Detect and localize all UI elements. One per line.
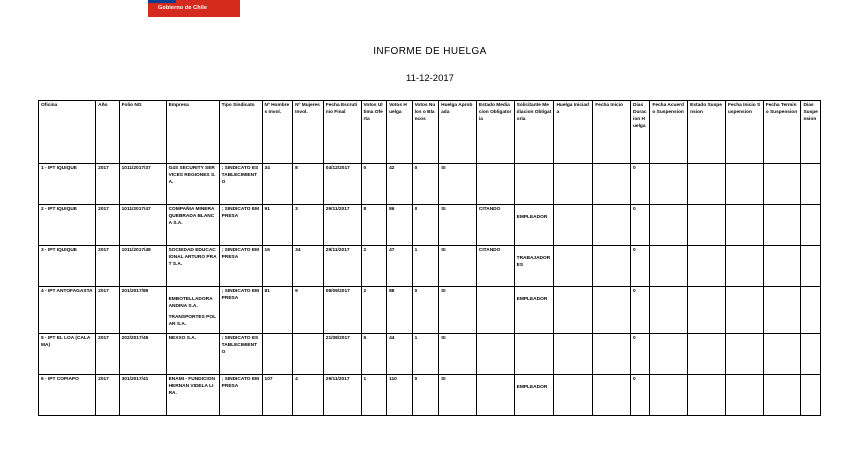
cell-fecha-acuerdo (650, 164, 688, 205)
cell-inicio-suspension (725, 375, 763, 416)
cell-folio: 1011/2017/37 (119, 164, 166, 205)
cell-hombres: 16 (262, 246, 293, 287)
cell-estado-mediacion (476, 334, 514, 375)
cell-huelga-iniciada (554, 375, 593, 416)
cell-votos-nulos: 0 (412, 164, 439, 205)
cell-fecha-escrutinio: 29/11/2017 (323, 246, 361, 287)
col-header-votos-huelga: Votos Huelga (387, 101, 413, 164)
col-header-huelga-iniciada: Huelga Iniciada (554, 101, 593, 164)
cell-solicitante (514, 246, 554, 287)
report-date: 11-12-2017 (406, 73, 454, 84)
cell-estado-suspension (688, 334, 726, 375)
cell-termino-suspension (763, 334, 801, 375)
cell-fecha-inicio (593, 164, 631, 205)
cell-anio: 2017 (96, 246, 119, 287)
cell-fecha-inicio (593, 246, 631, 287)
cell-termino-suspension (763, 164, 801, 205)
cell-estado-mediacion (476, 164, 514, 205)
cell-fecha-acuerdo (650, 375, 688, 416)
cell-votos-oferta: 5 (361, 334, 387, 375)
cell-votos-oferta: 0 (361, 164, 387, 205)
cell-votos-huelga: 44 (387, 334, 413, 375)
cell-empresa: SOCIEDAD EDUCACIONAL ARTURO PRAT S.A. (166, 246, 219, 287)
cell-oficina: 1 - IPT IQUIQUE (39, 164, 96, 205)
col-header-inicio-suspension: Fecha Inicio Suspension (725, 101, 763, 164)
report-title: INFORME DE HUELGA (373, 46, 487, 57)
table-row (39, 205, 821, 246)
cell-fecha-acuerdo (650, 287, 688, 334)
cell-termino-suspension (763, 375, 801, 416)
cell-votos-huelga: 86 (387, 205, 413, 246)
cell-fecha-inicio (593, 287, 631, 334)
col-header-fecha-inicio: Fecha Inicio (593, 101, 631, 164)
cell-inicio-suspension (725, 164, 763, 205)
cell-huelga-iniciada (554, 334, 593, 375)
cell-votos-oferta: 1 (361, 375, 387, 416)
cell-estado-mediacion (476, 287, 514, 334)
table-row (39, 287, 821, 334)
col-header-tipo-sindicato: Tipo Sindicato (219, 101, 262, 164)
cell-inicio-suspension (725, 205, 763, 246)
cell-empresa (166, 287, 219, 334)
cell-estado-mediacion: CITANDO (476, 205, 514, 246)
cell-dias-duracion: 0 (631, 164, 650, 205)
cell-huelga-aprobada: SI (439, 334, 477, 375)
cell-huelga-aprobada: SI (439, 375, 477, 416)
cell-dias-suspension (801, 246, 821, 287)
cell-estado-suspension (688, 287, 726, 334)
cell-tipo-sindicato: ; SINDICATO ESTABLECIMIENTO (219, 164, 262, 205)
cell-oficina: 3 - IPT IQUIQUE (39, 246, 96, 287)
col-header-votos-nulos: Votos Nulos o Blancos (412, 101, 439, 164)
cell-empresa-text-2: TRANSPORTES POLAR S.A. (168, 314, 217, 327)
col-header-termino-suspension: Fecha Termino Suspension (763, 101, 801, 164)
cell-folio: 1011/2017/47 (119, 205, 166, 246)
col-header-estado-suspension: Estado Suspension (688, 101, 726, 164)
cell-empresa: NEXXO S.A. (166, 334, 219, 375)
cell-anio: 2017 (96, 205, 119, 246)
cell-solicitante (514, 287, 554, 334)
cell-dias-duracion: 0 (631, 287, 650, 334)
cell-huelga-iniciada (554, 246, 593, 287)
cell-oficina: 4 - IPT ANTOFAGASTA (39, 287, 96, 334)
col-header-huelga-aprobada: Huelga Aprobada (439, 101, 477, 164)
table-row (39, 164, 821, 205)
col-header-estado-mediacion: Estado Mediacion Obligatoria (476, 101, 514, 164)
cell-anio: 2017 (96, 287, 119, 334)
cell-fecha-acuerdo (650, 334, 688, 375)
cell-votos-nulos: 1 (412, 334, 439, 375)
cell-mujeres: 34 (293, 246, 324, 287)
cell-huelga-iniciada (554, 205, 593, 246)
logo-text: Gobierno de Chile (158, 5, 208, 11)
cell-votos-nulos: 0 (412, 205, 439, 246)
cell-empresa: G4S SECURITY SERVICES REGIONES S.A. (166, 164, 219, 205)
cell-solicitante-text: EMPLEADOR (516, 297, 548, 302)
table-row (39, 246, 821, 287)
cell-mujeres: 8 (293, 164, 324, 205)
cell-solicitante-text: TRABAJADORES (516, 256, 551, 268)
col-header-folio: Folio NG (119, 101, 166, 164)
table-header-row (39, 101, 821, 164)
cell-estado-suspension (688, 375, 726, 416)
cell-tipo-sindicato: ; SINDICATO EMPRESA (219, 246, 262, 287)
cell-anio: 2017 (96, 375, 119, 416)
cell-solicitante (514, 164, 554, 205)
col-header-fecha-acuerdo: Fecha Acuerdo Suspension (650, 101, 688, 164)
cell-solicitante (514, 375, 554, 416)
cell-huelga-iniciada (554, 287, 593, 334)
cell-termino-suspension (763, 205, 801, 246)
cell-termino-suspension (763, 246, 801, 287)
cell-hombres: 34 (262, 164, 293, 205)
col-header-fecha-escrutinio: Fecha Escrutinio Final (323, 101, 361, 164)
cell-votos-oferta: 2 (361, 246, 387, 287)
col-header-anio: Año (96, 101, 119, 164)
cell-tipo-sindicato: ; SINDICATO ESTABLECIMIENTO (219, 334, 262, 375)
cell-votos-huelga: 110 (387, 375, 413, 416)
cell-solicitante-text: EMPLEADOR (516, 385, 548, 390)
cell-folio: 301/2017/41 (119, 375, 166, 416)
cell-folio: 202/2017/45 (119, 334, 166, 375)
cell-estado-mediacion: CITANDO (476, 246, 514, 287)
col-header-solicitante: Solicitante Mediacion Obligatoria (514, 101, 554, 164)
cell-fecha-inicio (593, 334, 631, 375)
col-header-empresa: Empresa (166, 101, 219, 164)
cell-huelga-aprobada: SI (439, 287, 477, 334)
cell-tipo-sindicato: ; SINDICATO EMPRESA (219, 205, 262, 246)
cell-huelga-aprobada: SI (439, 246, 477, 287)
cell-dias-suspension (801, 205, 821, 246)
cell-dias-duracion: 0 (631, 246, 650, 287)
cell-dias-duracion: 0 (631, 205, 650, 246)
cell-fecha-escrutinio: 08/09/2017 (323, 287, 361, 334)
cell-empresa: COMPAÑIA MINERA QUEBRADA BLANCA S.A. (166, 205, 219, 246)
gobierno-logo (148, 0, 240, 17)
cell-estado-suspension (688, 205, 726, 246)
cell-hombres: 81 (262, 287, 293, 334)
cell-termino-suspension (763, 287, 801, 334)
cell-anio: 2017 (96, 164, 119, 205)
cell-votos-huelga: 42 (387, 164, 413, 205)
cell-hombres (262, 334, 293, 375)
col-header-hombres: Nº Hombres Invol. (262, 101, 293, 164)
cell-fecha-acuerdo (650, 205, 688, 246)
col-header-votos-oferta: Votos Ultima Oferta (361, 101, 387, 164)
cell-mujeres: 9 (293, 287, 324, 334)
cell-votos-huelga: 88 (387, 287, 413, 334)
cell-anio: 2017 (96, 334, 119, 375)
cell-solicitante-text (517, 336, 552, 344)
cell-folio: 201/2017/89 (119, 287, 166, 334)
cell-tipo-sindicato: ; SINDICATO EMPRESA (219, 287, 262, 334)
cell-fecha-escrutinio: 29/11/2017 (323, 205, 361, 246)
table-row (39, 334, 821, 375)
strike-report-table (38, 100, 821, 416)
cell-fecha-escrutinio: 21/08/2017 (323, 334, 361, 375)
cell-oficina: 2 - IPT IQUIQUE (39, 205, 96, 246)
col-header-dias-duracion: Dias Duracion Huelga (631, 101, 650, 164)
cell-fecha-escrutinio: 29/11/2017 (323, 375, 361, 416)
cell-fecha-acuerdo (650, 246, 688, 287)
cell-huelga-iniciada (554, 164, 593, 205)
cell-folio: 1011/2017/48 (119, 246, 166, 287)
cell-mujeres: 4 (293, 375, 324, 416)
cell-hombres: 91 (262, 205, 293, 246)
cell-estado-suspension (688, 246, 726, 287)
cell-fecha-escrutinio: 04/12/2017 (323, 164, 361, 205)
cell-votos-oferta: 8 (361, 205, 387, 246)
cell-solicitante-text (517, 166, 552, 174)
cell-empresa: ENAMI - FUNDICION HERNAN VIDELA LIRA. (166, 375, 219, 416)
cell-empresa-text: EMBOTELLADORA ANDINA S.A. (168, 297, 213, 309)
cell-inicio-suspension (725, 287, 763, 334)
cell-dias-duracion: 0 (631, 334, 650, 375)
cell-votos-oferta: 2 (361, 287, 387, 334)
cell-votos-nulos: 1 (412, 246, 439, 287)
cell-fecha-inicio (593, 205, 631, 246)
cell-dias-duracion: 0 (631, 375, 650, 416)
cell-huelga-aprobada: SI (439, 205, 477, 246)
cell-dias-suspension (801, 164, 821, 205)
col-header-dias-suspension: Dias Suspension (801, 101, 821, 164)
cell-fecha-inicio (593, 375, 631, 416)
cell-tipo-sindicato: ; SINDICATO EMPRESA (219, 375, 262, 416)
cell-inicio-suspension (725, 246, 763, 287)
cell-inicio-suspension (725, 334, 763, 375)
cell-huelga-aprobada: SI (439, 164, 477, 205)
cell-estado-mediacion (476, 375, 514, 416)
cell-solicitante-text: EMPLEADOR (516, 215, 548, 220)
cell-mujeres: 3 (293, 205, 324, 246)
cell-dias-suspension (801, 375, 821, 416)
col-header-mujeres: Nº Mujeres Invol. (293, 101, 324, 164)
cell-hombres: 107 (262, 375, 293, 416)
cell-solicitante (514, 334, 554, 375)
cell-dias-suspension (801, 287, 821, 334)
cell-votos-nulos: 0 (412, 375, 439, 416)
cell-votos-huelga: 47 (387, 246, 413, 287)
cell-votos-nulos: 0 (412, 287, 439, 334)
cell-estado-suspension (688, 164, 726, 205)
cell-oficina: 5 - IPT EL LOA (CALAMA) (39, 334, 96, 375)
col-header-oficina: Oficina (39, 101, 96, 164)
cell-dias-suspension (801, 334, 821, 375)
cell-oficina: 6 - IPT COPIAPO (39, 375, 96, 416)
cell-mujeres (293, 334, 324, 375)
cell-solicitante (514, 205, 554, 246)
table-row (39, 375, 821, 416)
